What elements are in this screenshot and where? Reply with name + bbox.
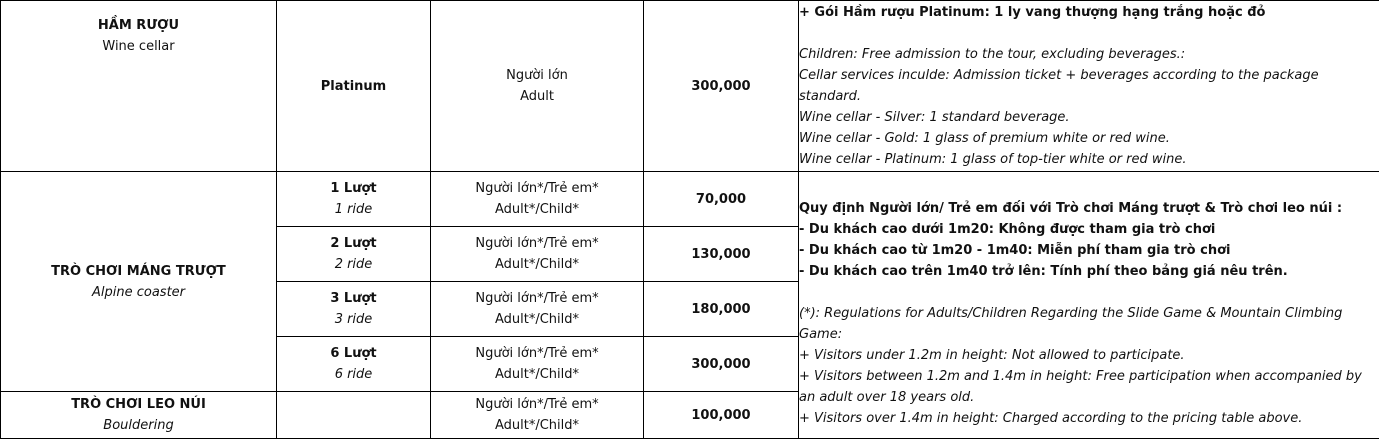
price-cell: 300,000 [644, 1, 799, 172]
guest-type-vi: Người lớn*/Trẻ em* [475, 291, 599, 306]
guest-type-vi: Người lớn*/Trẻ em* [475, 397, 599, 412]
rule-line: Quy định Người lớn/ Trẻ em đối với Trò chơi Máng trượt & Trò chơi leo núi : [799, 200, 1343, 216]
rule-note-line: + Visitors under 1.2m in height: Not allowed to participate. [799, 347, 1185, 363]
guest-type-cell [431, 282, 644, 337]
wine-note-line: Children: Free admission to the tour, excluding beverages.: [799, 47, 1186, 62]
ride-cell [277, 282, 431, 337]
guest-type-en: Adult [520, 89, 554, 104]
wine-note-line: Wine cellar - Gold: 1 glass of premium white or red wine. [799, 131, 1170, 146]
rule-note-line: + Visitors between 1.2m and 1.4m in height: Free participation when accompanied by an adult over 18 years old. [799, 368, 1362, 405]
guest-type-cell [431, 337, 644, 392]
service-name-vi: TRÒ CHƠI LEO NÚI [71, 397, 206, 412]
guest-type-vi: Người lớn*/Trẻ em* [475, 346, 599, 361]
guest-type-en: Adult*/Child* [494, 418, 580, 433]
service-name-vi: HẦM RƯỢU [97, 18, 180, 33]
guest-type-cell [431, 392, 644, 439]
guest-type-en: Adult*/Child* [494, 257, 580, 272]
ride-count-en: 2 ride [334, 257, 373, 272]
guest-type-cell [431, 1, 644, 172]
service-name-en: Bouldering [103, 418, 174, 433]
rule-note-line: (*): Regulations for Adults/Children Regarding the Slide Game & Mountain Climbing Game: [799, 305, 1343, 342]
service-name-en: Alpine coaster [91, 284, 186, 300]
rule-line: - Du khách cao trên 1m40 trở lên: Tính phí theo bảng giá nêu trên. [799, 263, 1288, 279]
empty-package-cell [277, 392, 431, 439]
price-cell: 180,000 [644, 282, 799, 337]
guest-type-cell [431, 227, 644, 282]
service-name-en: Wine cellar [102, 39, 175, 54]
price-cell: 70,000 [644, 172, 799, 227]
ride-cell [277, 172, 431, 227]
wine-note-headline: + Gói Hầm rượu Platinum: 1 ly vang thượng hạng trắng hoặc đỏ [799, 5, 1266, 20]
service-name-vi: TRÒ CHƠI MÁNG TRƯỢT [51, 263, 226, 279]
rule-line: - Du khách cao dưới 1m20: Không được tham gia trò chơi [799, 221, 1216, 237]
wine-cellar-row [1, 1, 1379, 172]
price-cell: 130,000 [644, 227, 799, 282]
ride-count-vi: 1 Lượt [330, 181, 377, 196]
ride-count-vi: 3 Lượt [330, 291, 377, 306]
coaster-row [1, 172, 1379, 227]
ride-count-vi: 6 Lượt [330, 346, 377, 361]
ride-cell [277, 227, 431, 282]
rules-notes-cell [799, 172, 1379, 439]
ride-count-en: 1 ride [334, 202, 373, 217]
guest-type-vi: Người lớn [506, 68, 568, 83]
service-cell [1, 1, 277, 172]
guest-type-en: Adult*/Child* [494, 202, 580, 217]
ride-cell [277, 337, 431, 392]
guest-type-vi: Người lớn*/Trẻ em* [475, 181, 599, 196]
ride-count-en: 6 ride [334, 367, 373, 382]
guest-type-vi: Người lớn*/Trẻ em* [475, 236, 599, 251]
wine-note-line: Wine cellar - Silver: 1 standard beverage. [799, 110, 1070, 125]
guest-type-en: Adult*/Child* [494, 367, 580, 382]
guest-type-en: Adult*/Child* [494, 312, 580, 327]
rule-line: - Du khách cao từ 1m20 - 1m40: Miễn phí tham gia trò chơi [799, 242, 1231, 258]
ride-count-en: 3 ride [334, 312, 373, 327]
wine-notes-cell [799, 1, 1379, 172]
price-cell: 100,000 [644, 392, 799, 439]
service-cell [1, 172, 277, 392]
service-cell [1, 392, 277, 439]
price-cell: 300,000 [644, 337, 799, 392]
wine-note-line: Cellar services inculde: Admission ticket + beverages according to the package standard. [799, 68, 1319, 104]
wine-note-line: Wine cellar - Platinum: 1 glass of top-tier white or red wine. [799, 152, 1187, 167]
ride-count-vi: 2 Lượt [330, 236, 377, 251]
guest-type-cell [431, 172, 644, 227]
rule-note-line: + Visitors over 1.4m in height: Charged according to the pricing table above. [799, 410, 1303, 426]
package-cell: Platinum [277, 1, 431, 172]
